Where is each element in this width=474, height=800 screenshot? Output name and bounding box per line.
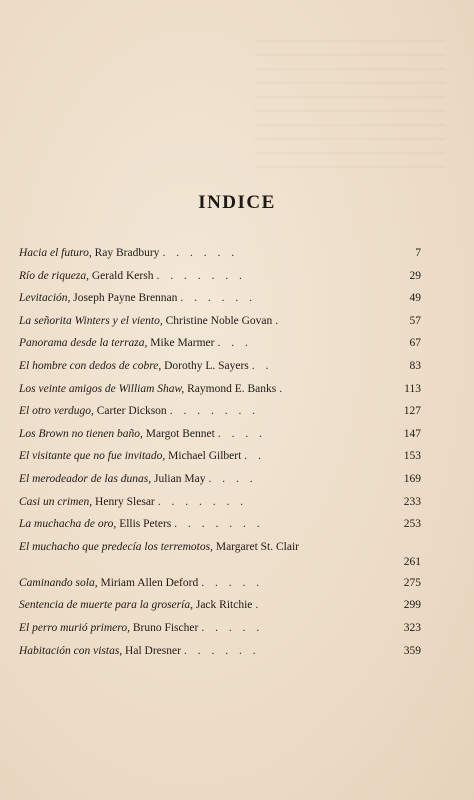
toc-entry <box>19 495 425 518</box>
page-number: 29 <box>409 269 421 282</box>
toc-entry <box>19 598 425 621</box>
dot-leader: . . <box>244 450 265 463</box>
dot-leader: . <box>279 382 287 395</box>
dot-leader: . . . . . . . <box>169 405 260 418</box>
toc-entry <box>19 336 425 359</box>
story-author: Ellis Peters <box>119 518 172 531</box>
story-title: Habitación con vistas, <box>19 644 123 657</box>
story-author: Michael Gilbert <box>168 450 242 463</box>
page-number: 359 <box>403 644 421 657</box>
dot-leader: . . . . . <box>201 621 264 634</box>
dot-leader: . . . . <box>217 427 266 440</box>
story-title: El merodeador de las dunas, <box>19 472 152 485</box>
page-number: 323 <box>403 621 421 634</box>
table-of-contents <box>19 246 425 666</box>
dot-leader: . . . . . . . <box>174 518 264 531</box>
page-number: 83 <box>409 359 421 372</box>
dot-leader: . <box>275 314 283 327</box>
page-number: 127 <box>403 405 421 418</box>
page-number: 169 <box>403 472 421 485</box>
story-title: El otro verdugo, <box>19 405 94 418</box>
dot-leader: . . . <box>217 337 252 350</box>
page-number: 299 <box>403 599 421 612</box>
story-author: Margaret St. Clair <box>215 540 299 553</box>
story-title: El perro murió primero, <box>19 621 130 634</box>
story-author: Hal Dresner <box>125 644 181 657</box>
page-number: 261 <box>403 555 421 568</box>
toc-entry <box>19 359 425 382</box>
story-title: Hacia el futuro, <box>19 247 92 259</box>
dot-leader: . . . . . . <box>183 644 260 657</box>
dot-leader: . <box>255 599 263 612</box>
page-number: 67 <box>409 337 421 350</box>
toc-entry <box>19 382 425 405</box>
page-number: 275 <box>403 576 421 589</box>
story-author: Miriam Allen Deford <box>100 576 199 589</box>
page-number: 7 <box>415 247 421 259</box>
dot-leader: . . . . . . . <box>156 269 246 282</box>
page-number: 253 <box>403 518 421 531</box>
story-title: El visitante que no fue invitado, <box>19 450 166 463</box>
story-title: Los Brown no tienen baño, <box>19 427 143 440</box>
toc-entry <box>19 644 425 667</box>
page-number: 153 <box>403 450 421 463</box>
story-title: Levitación, <box>19 292 71 305</box>
dot-leader: . . . . . . . <box>157 495 248 508</box>
dot-leader: . . . . . <box>201 576 264 589</box>
show-through-text <box>255 40 445 180</box>
story-title: La muchacha de oro, <box>19 518 117 531</box>
story-title: Caminando sola, <box>19 576 98 589</box>
page-number: 233 <box>403 495 421 508</box>
page-number: 113 <box>404 382 421 395</box>
story-title: Río de riqueza, <box>19 269 89 282</box>
toc-entry <box>19 314 425 337</box>
story-author: Joseph Payne Brennan <box>73 292 178 305</box>
page-number: 147 <box>403 427 421 440</box>
page-number: 49 <box>409 292 421 305</box>
story-author: Henry Slesar <box>95 495 155 508</box>
story-title: Casi un crimen, <box>19 495 93 508</box>
toc-entry <box>19 269 425 292</box>
toc-entry <box>19 449 425 472</box>
toc-entry <box>19 291 425 314</box>
story-title: Los veinte amigos de William Shaw, <box>19 382 185 395</box>
story-author: Gerald Kersh <box>91 269 154 282</box>
story-author: Jack Ritchie <box>195 599 253 612</box>
toc-entry <box>19 540 425 576</box>
toc-entry <box>19 404 425 427</box>
story-author: Raymond E. Banks <box>187 382 277 395</box>
toc-entry <box>19 472 425 495</box>
toc-entry <box>19 246 425 269</box>
story-title: Panorama desde la terraza, <box>19 337 148 350</box>
story-title: Sentencia de muerte para la grosería, <box>19 599 193 612</box>
dot-leader: . . . . . . <box>162 247 239 259</box>
story-author: Ray Bradbury <box>94 247 160 259</box>
story-author: Christine Noble Govan <box>165 314 273 327</box>
toc-entry <box>19 427 425 450</box>
toc-entry <box>19 517 425 540</box>
story-author: Margot Bennet <box>145 427 215 440</box>
story-title: El muchacho que predecía los terremotos, <box>19 540 213 553</box>
story-author: Dorothy L. Sayers <box>164 359 249 372</box>
page-number: 57 <box>409 314 421 327</box>
story-author: Carter Dickson <box>96 405 167 418</box>
dot-leader: . . . . . . <box>180 292 257 305</box>
story-author: Bruno Fischer <box>132 621 199 634</box>
toc-entry <box>19 576 425 599</box>
page-title: INDICE <box>198 192 276 213</box>
dot-leader: . . . . <box>208 472 257 485</box>
toc-entry <box>19 621 425 644</box>
dot-leader: . . <box>251 359 273 372</box>
story-title: El hombre con dedos de cobre, <box>19 359 162 372</box>
story-author: Julian May <box>154 472 206 485</box>
story-title: La señorita Winters y el viento, <box>19 314 163 327</box>
story-author: Mike Marmer <box>150 337 215 350</box>
